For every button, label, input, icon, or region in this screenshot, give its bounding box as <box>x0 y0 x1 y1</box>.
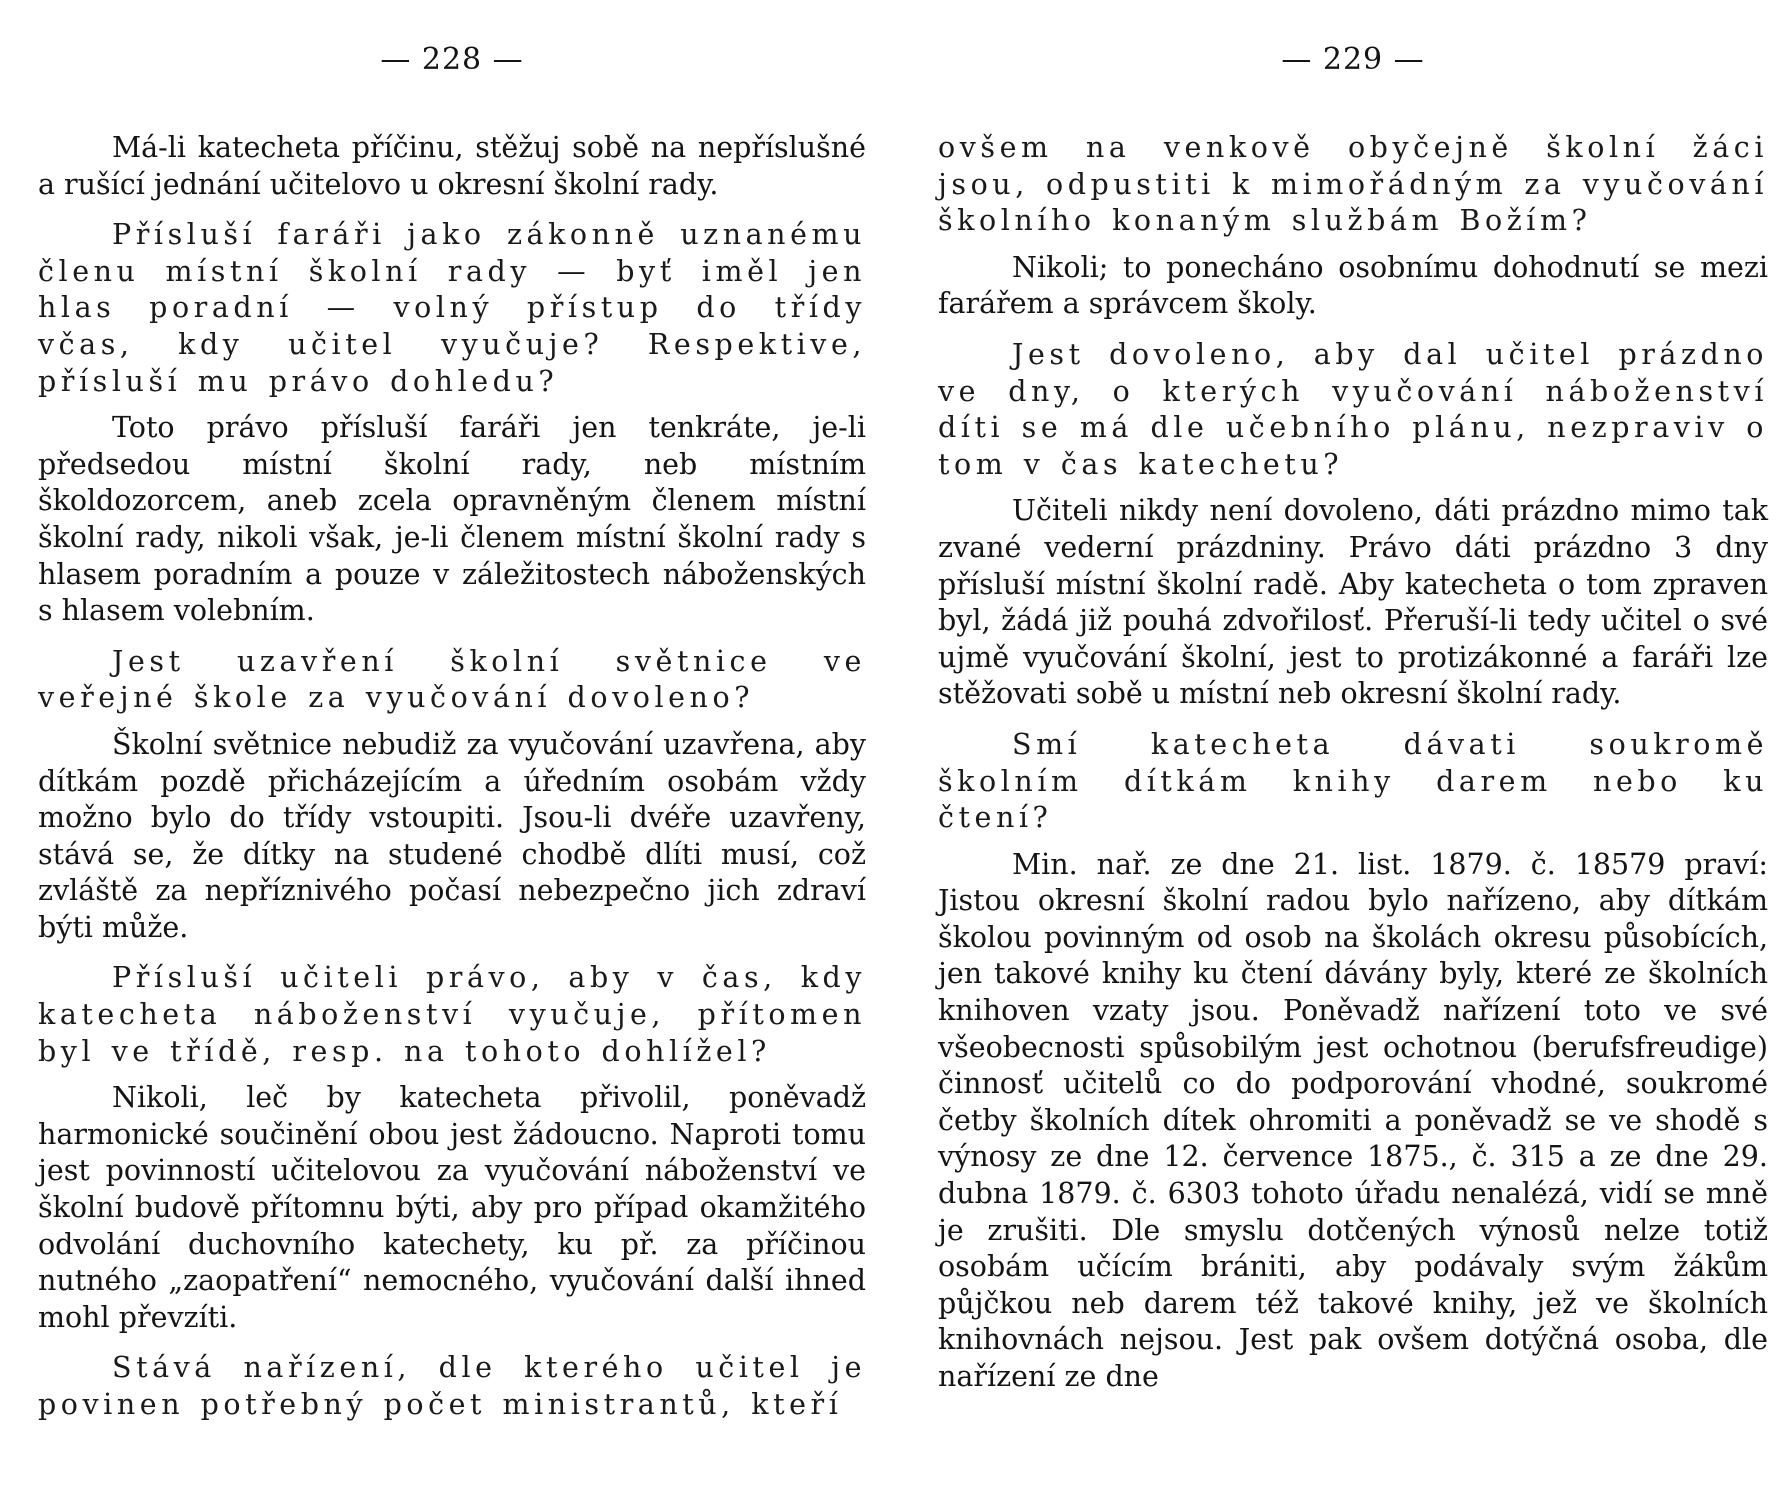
answer-paragraph: Školní světnice nebudiž za vyučování uzavřena, aby dítkám pozdě přicházejícím a úředním osobám vždy možno bylo do třídy vstoupiti. Jsou-li dvéře uzavřeny, stává se, že dítky na studené chodbě dlíti musí, což zvláště za nepříznivého počasí nebezpečno jich zdraví býti může. <box>38 727 866 944</box>
page-text <box>938 130 1768 1402</box>
question-paragraph: Smí katecheta dávati soukromě školním dítkám knihy darem nebo ku čtení? <box>938 727 1768 835</box>
right-page <box>938 0 1768 1500</box>
answer-paragraph: Učiteli nikdy není dovoleno, dáti prázdno mimo tak zvané vederní prázdniny. Právo dáti prázdno 3 dny přísluší místní školní radě. Aby katecheta o tom zpraven byl, žádá již pouhá zdvořilosť. Přeruší-li tedy učitel o své ujmě vyučování školní, jest to protizákonné a faráři lze stěžovati sobě u místní neb okresní školní rady. <box>938 494 1768 711</box>
question-paragraph: Jest uzavření školní světnice ve veřejné škole za vyučování dovoleno? <box>38 644 866 715</box>
question-paragraph: Jest dovoleno, aby dal učitel prázdno ve dny, o kterých vyučování náboženství díti se má dle učebního plánu, nezpraviv o tom v čas katechetu? <box>938 337 1768 481</box>
answer-paragraph: Toto právo přísluší faráři jen tenkráte, je-li předsedou místní školní rady, neb místním školdozorcem, aneb zcela opravněným členem místní školní rady, nikoli však, je-li členem místní školní rady s hlasem poradním a pouze v záležitostech náboženských s hlasem volebním. <box>38 411 866 628</box>
answer-paragraph: Má-li katecheta příčinu, stěžuj sobě na nepříslušné a rušící jednání učitelovo u okresní školní rady. <box>38 131 866 201</box>
answer-paragraph: Nikoli; to ponecháno osobnímu dohodnutí se mezi farářem a správcem školy. <box>938 250 1768 321</box>
page-number: — 229 — <box>1281 42 1425 77</box>
question-continuation: ovšem na venkově obyčejně školní žáci jsou, odpustiti k mimořádným za vyučování školního konaným službám Božím? <box>938 131 1768 238</box>
answer-paragraph: Min. nař. ze dne 21. list. 1879. č. 18579 praví: Jistou okresní školní radou bylo nařízeno, aby dítkám školou povinným od osob na školách okresu působících, jen takové knihy ku čtení dávány byly, které ze školních knihoven vzaty jsou. Poněvadž nařízení toto ve své všeobecnosti spůsobilým jest ochotnou (berufsfreudige) činnosť učitelů co do podporování vhodné, soukromé četby školních dítek ohromiti a poněvadž se ve shodě s výnosy ze dne 12. července 1875., č. 315 a ze dne 29. dubna 1879. č. 6303 tohoto úřadu nenalézá, vidí se mně je zrušiti. Dle smyslu dotčených výnosů nelze totiž osobám učícím brániti, aby podávaly svým žákům půjčkou neb darem též takové knihy, jež ve školních knihovnách nejsou. Jest pak ovšem dotýčná osoba, dle nařízení ze dne <box>938 847 1768 1393</box>
page-text <box>38 130 866 1434</box>
answer-paragraph: Nikoli, leč by katecheta přivolil, poněvadž harmonické součinění obou jest žádoucno. Naproti tomu jest povinností učitelovou za vyučování náboženství ve školní budově přítomnu býti, aby pro případ okamžitého odvolání duchovního katechety, ku př. za příčinou nutného „zaopatření“ nemocného, vyučování další ihned mohl převzíti. <box>38 1081 866 1334</box>
question-paragraph: Přísluší faráři jako zákonně uznanému členu místní školní rady — byť iměl jen hlas poradní — volný přístup do třídy včas, kdy učitel vyučuje? Respektive, přísluší mu právo dohledu? <box>38 218 866 398</box>
question-paragraph: Přísluší učiteli právo, aby v čas, kdy katecheta náboženství vyučuje, přítomen byl ve třídě, resp. na tohoto dohlížel? <box>38 961 866 1068</box>
page-number: — 228 — <box>380 42 524 77</box>
question-paragraph: Stává nařízení, dle kterého učitel je povinen potřebný počet ministrantů, kteří <box>38 1351 866 1421</box>
left-page <box>38 0 866 1500</box>
